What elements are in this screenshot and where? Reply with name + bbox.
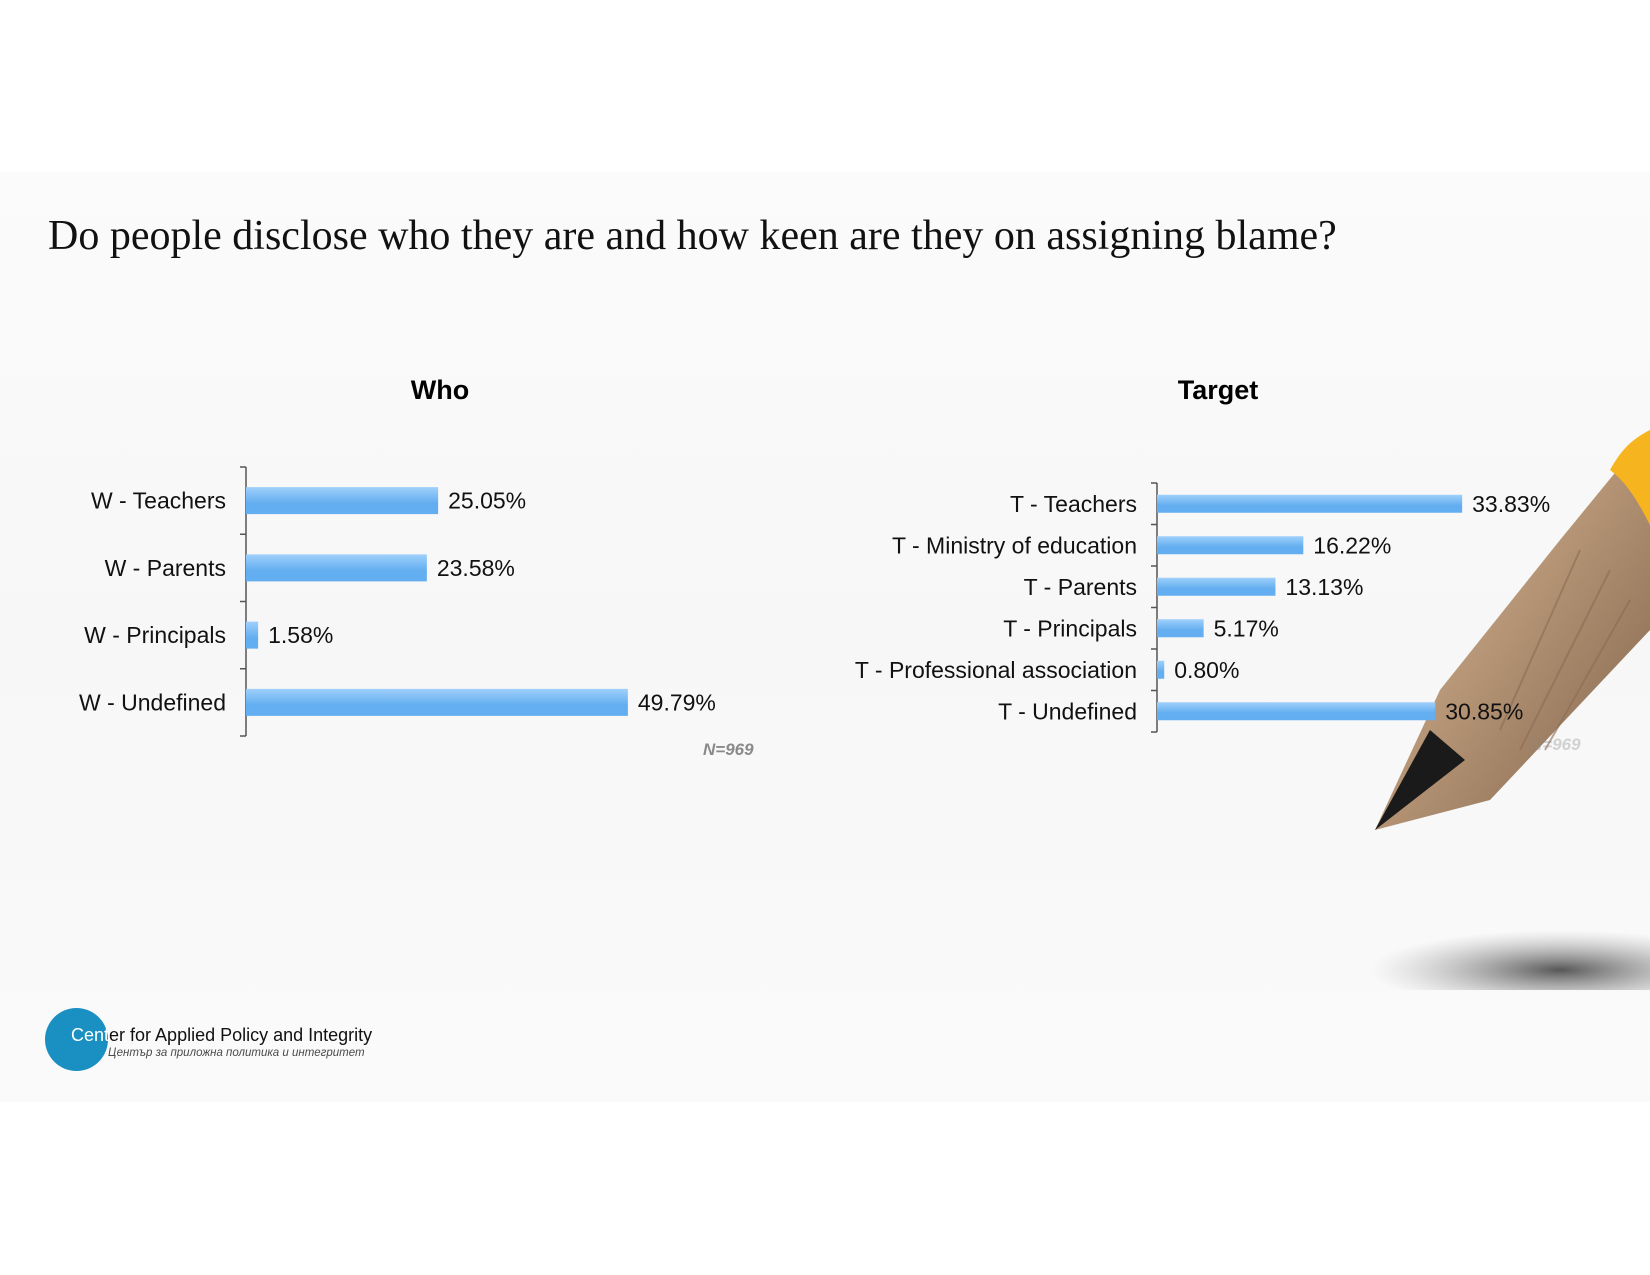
category-label: T - Principals [1003, 615, 1137, 642]
data-label: 23.58% [436, 554, 515, 581]
sample-size-note: N=969 [1530, 735, 1581, 754]
data-label: 5.17% [1213, 615, 1279, 642]
category-label: T - Undefined [998, 698, 1137, 725]
bar [1157, 702, 1435, 720]
logo-name-rest: er for Applied Policy and Integrity [109, 1025, 373, 1045]
category-label: W - Principals [84, 622, 226, 649]
data-label: 25.05% [448, 487, 527, 514]
bar [1157, 536, 1303, 554]
organization-logo [45, 1008, 405, 1072]
data-label: 33.83% [1472, 490, 1551, 517]
bar [1157, 578, 1275, 596]
category-label: T - Ministry of education [891, 532, 1137, 559]
data-label: 0.80% [1174, 656, 1240, 683]
pencil-shadow [1370, 930, 1650, 990]
data-label: 13.13% [1285, 573, 1364, 600]
bar [1157, 619, 1204, 637]
sample-size-note: N=969 [703, 740, 754, 759]
category-label: T - Teachers [1010, 490, 1137, 517]
data-label: 16.22% [1313, 532, 1392, 559]
bar [1157, 495, 1462, 513]
data-label: 30.85% [1445, 698, 1524, 725]
data-label: 49.79% [637, 689, 716, 716]
category-label: T - Parents [1023, 573, 1137, 600]
chart-title: Target [1177, 375, 1259, 405]
target-bars [855, 483, 1550, 732]
category-label: W - Parents [104, 554, 226, 581]
category-label: W - Undefined [78, 689, 226, 716]
category-label: T - Professional association [854, 656, 1137, 683]
data-label: 1.58% [268, 622, 334, 649]
bar [1157, 661, 1164, 679]
chart-title: Who [410, 375, 470, 405]
logo-name-first: Cent [71, 1025, 110, 1045]
logo-subtitle: Център за приложна политика и интегритет [108, 1047, 365, 1059]
page-title: Do people disclose who they are and how keen are they on assigning blame? [48, 213, 1337, 259]
logo-name [71, 1025, 372, 1046]
category-label: W - Teachers [90, 487, 226, 514]
